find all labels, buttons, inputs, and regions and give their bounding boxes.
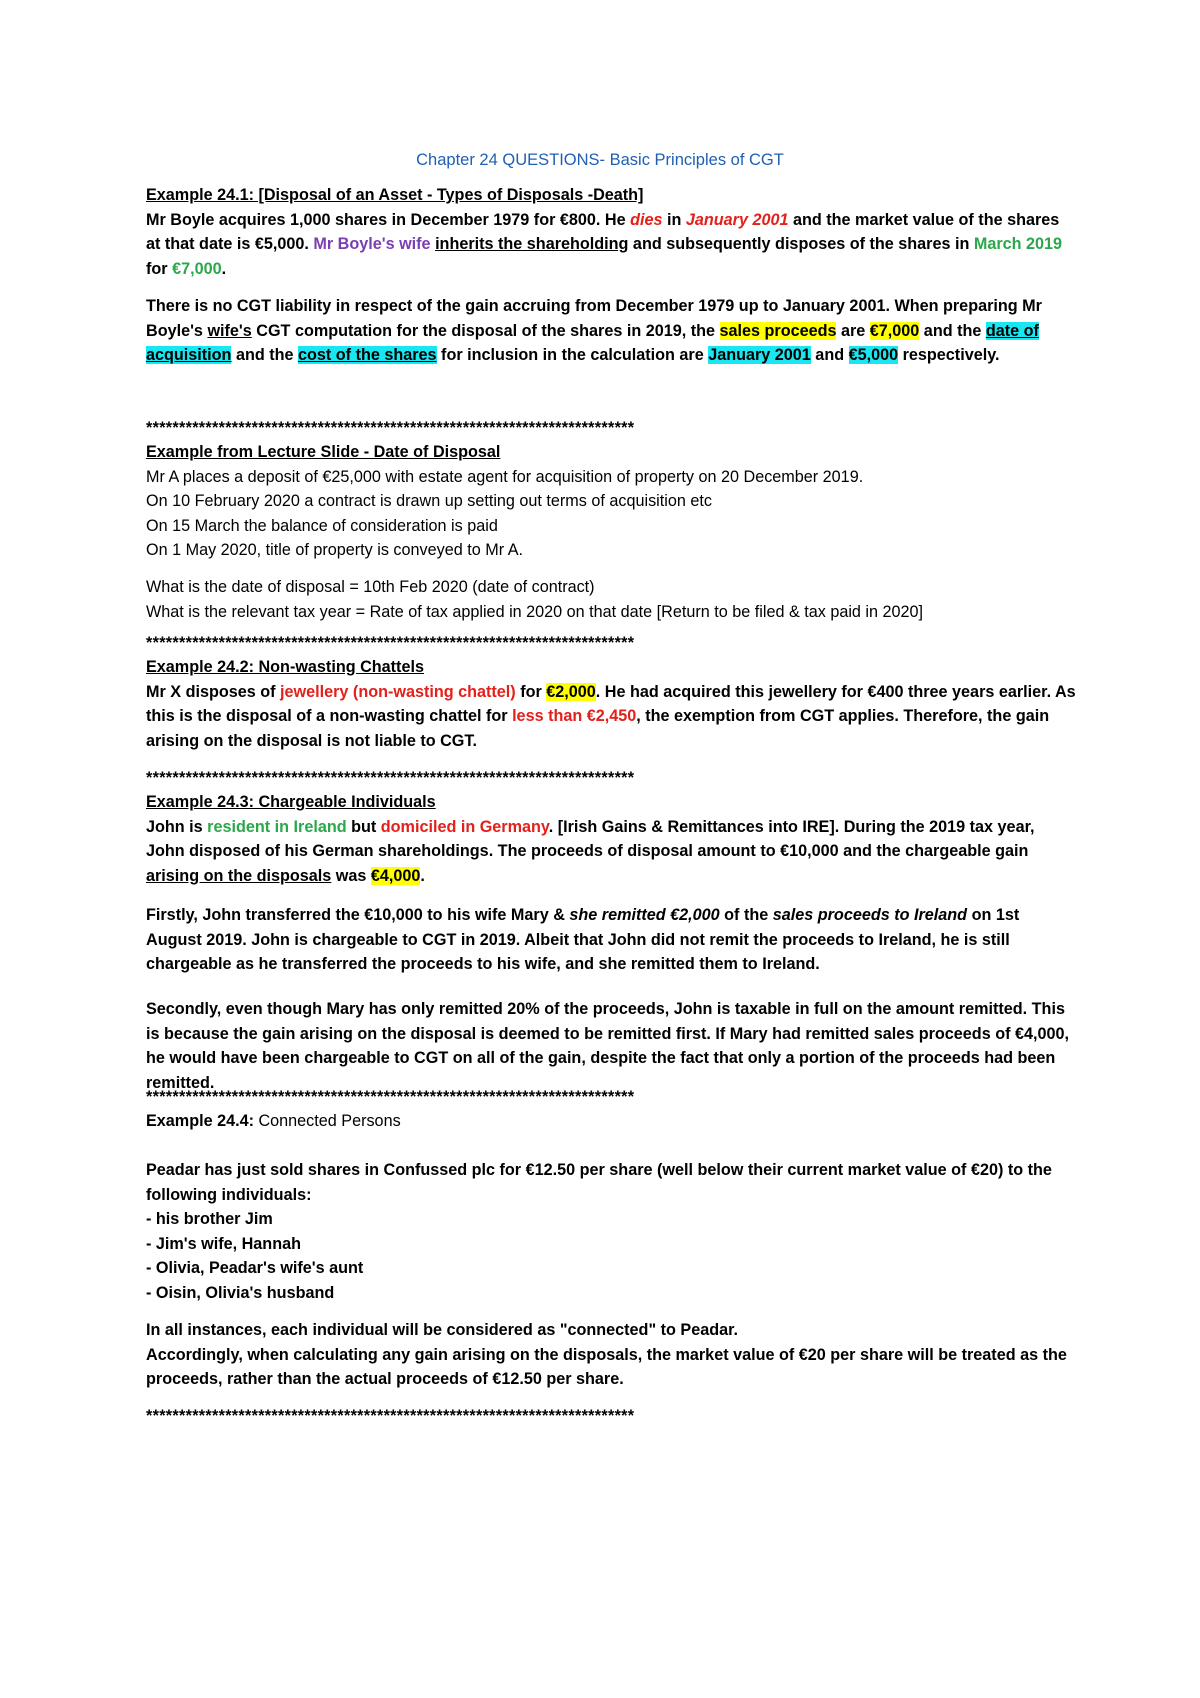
highlight-4000: €4,000 (370, 866, 421, 885)
highlight-domiciled: domiciled in Germany (380, 817, 549, 836)
example-24-4-conclusion (146, 1318, 1076, 1392)
lecture-line: On 10 February 2020 a contract is drawn up setting out terms of acquisition etc (146, 492, 712, 510)
example-24-1-heading: Example 24.1: [Disposal of an Asset - Types of Disposals -Death] (146, 186, 644, 204)
example-24-4-heading: Example 24.4: Connected Persons (146, 1112, 401, 1130)
lecture-questions (146, 575, 1076, 624)
list-item: - Oisin, Olivia's husband (146, 1283, 335, 1302)
list-item: - his brother Jim (146, 1210, 273, 1228)
highlight-sales-proceeds: sales proceeds (719, 321, 837, 340)
highlight-march-2019: March 2019 (973, 235, 1063, 253)
highlight-cost-of-shares: cost of the shares (298, 346, 437, 364)
highlight-january-2001: January 2001 (685, 210, 789, 229)
highlight-less-than: less than €2,450 (512, 707, 637, 725)
underline-inherits: inherits the shareholding (435, 235, 629, 253)
separator: ************************************************************************** (146, 1088, 635, 1106)
lecture-line: Mr A places a deposit of €25,000 with estate agent for acquisition of property on 20 December 2019. (146, 467, 864, 486)
conclusion-line: In all instances, each individual will be considered as "connected" to Peadar. (146, 1321, 738, 1339)
example-24-1-paragraph-1: Mr Boyle acquires 1,000 shares in December 1979 for €800. He dies in January 2001 and the market value of the shares at that date is €5,000. Mr Boyle's wife inherits the shareholding and subsequently disposes of the shares in March 2019 for €7,000. (146, 210, 1063, 278)
list-item: - Olivia, Peadar's wife's aunt (146, 1259, 364, 1277)
separator: ************************************************************************** (146, 769, 635, 787)
lecture-line: On 1 May 2020, title of property is conveyed to Mr A. (146, 541, 523, 559)
highlight-mr-boyles-wife: Mr Boyle's wife (313, 235, 431, 253)
example-24-4-body (146, 1158, 1076, 1305)
example-24-2-paragraph: Mr X disposes of jewellery (non-wasting chattel) for €2,000. He had acquired this jewellery for €400 three years earlier. As this is the disposal of a non-wasting chattel for less than €2,450, the exemption from CGT applies. Therefore, the gain arising on the disposal is not liable to CGT. (146, 682, 1076, 750)
underline-wifes: wife's (207, 321, 252, 340)
example-24-2 (146, 655, 1076, 753)
highlight-date-of-acquisition: date of acquisition (146, 321, 1039, 364)
page-title: Chapter 24 QUESTIONS- Basic Principles of CGT (416, 151, 784, 169)
highlight-7000: €7,000 (172, 259, 222, 278)
lecture-slide-example (146, 440, 1076, 563)
example-24-1 (146, 183, 1076, 281)
conclusion-line: Accordingly, when calculating any gain arising on the disposals, the market value of €20 per share will be treated as the proceeds, rather than the actual proceeds of €12.50 per share. (146, 1345, 1067, 1388)
underline-arising: arising on the disposals (146, 866, 332, 885)
example-24-3-paragraph-1: John is resident in Ireland but domiciled in Germany. [Irish Gains & Remittances into IRE]. During the 2019 tax year, John disposed of his German shareholdings. The proceeds of disposal amount to €10,000 and the chargeable gain arising on the disposals was €4,000. (146, 817, 1035, 885)
example-24-3-paragraph-3: Secondly, even though Mary has only remitted 20% of the proceeds, John is taxable in full on the amount remitted. This is because the gain arising on the disposal is deemed to be remitted first. If Mary had remitted sales proceeds of €4,000, he would have been chargeable to CGT on all of the gain, despite the fact that only a portion of the proceeds had been remitted. (146, 1000, 1069, 1092)
example-24-1-paragraph-2: There is no CGT liability in respect of the gain accruing from December 1979 up to January 2001. When preparing Mr Boyle's wife's CGT computation for the disposal of the shares in 2019, the sales proceeds are €7,000 and the date of acquisition and the cost of the shares for inclusion in the calculation are January 2001 and €5,000 respectively. (146, 297, 1042, 364)
highlight-dies: dies (630, 210, 663, 229)
lecture-line: On 15 March the balance of consideration is paid (146, 516, 498, 535)
example-24-4 (146, 1109, 1076, 1134)
highlight-7000-proceeds: €7,000 (869, 321, 920, 340)
list-item: - Jim's wife, Hannah (146, 1234, 301, 1253)
highlight-2000: €2,000 (546, 682, 596, 701)
example-24-2-heading: Example 24.2: Non-wasting Chattels (146, 658, 424, 676)
highlight-5000: €5,000 (848, 346, 899, 364)
lecture-question-2: What is the relevant tax year = Rate of tax applied in 2020 on that date [Return to be filed & tax paid in 2020] (146, 602, 924, 621)
separator: ************************************************************************** (146, 419, 635, 437)
example-24-4-intro: Peadar has just sold shares in Confussed plc for €12.50 per share (well below their current market value of €20) to the following individuals: (146, 1161, 1052, 1204)
example-24-3-paragraph-2: Firstly, John transferred the €10,000 to his wife Mary & she remitted €2,000 of the sales proceeds to Ireland on 1st August 2019. John is chargeable to CGT in 2019. Albeit that John did not remit the proceeds to Ireland, he is still chargeable as he transferred the proceeds to his wife, and she remitted them to Ireland. (146, 906, 1020, 973)
lecture-heading: Example from Lecture Slide - Date of Disposal (146, 443, 501, 461)
highlight-resident: resident in Ireland (207, 817, 347, 836)
highlight-jewellery: jewellery (non-wasting chattel) (280, 682, 516, 701)
example-24-3 (146, 790, 1076, 888)
example-24-3-heading: Example 24.3: Chargeable Individuals (146, 793, 436, 811)
lecture-question-1: What is the date of disposal = 10th Feb 2020 (date of contract) (146, 578, 595, 596)
highlight-january-2001-acq: January 2001 (708, 346, 811, 364)
separator: ************************************************************************** (146, 634, 635, 652)
separator: ************************************************************************** (146, 1407, 635, 1425)
